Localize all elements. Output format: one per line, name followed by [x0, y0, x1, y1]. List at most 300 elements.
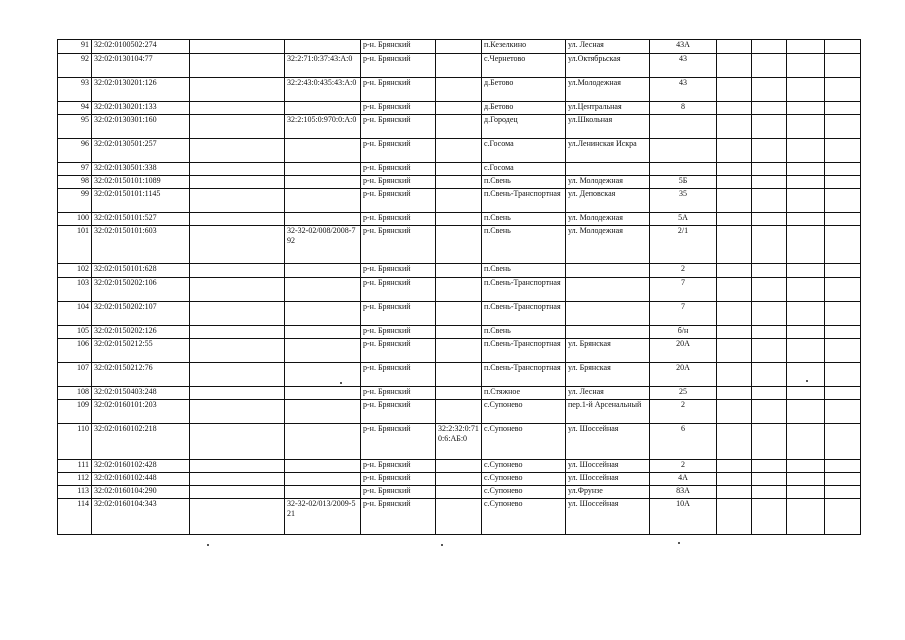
cell-c4 — [285, 139, 361, 163]
cell-house: 5Б — [650, 176, 717, 189]
cell-region: р-н. Брянский — [361, 102, 436, 115]
cell-street: ул. Молодежная — [566, 226, 650, 264]
cell-region: р-н. Брянский — [361, 302, 436, 326]
scan-speck — [678, 542, 680, 544]
cell-c3 — [190, 278, 285, 302]
cell-c6 — [436, 115, 482, 139]
cell-empty — [717, 326, 752, 339]
cell-street: ул. Брянская — [566, 339, 650, 363]
table-row — [58, 363, 861, 387]
scan-speck — [441, 544, 443, 546]
cell-region: р-н. Брянский — [361, 460, 436, 473]
cell-region: р-н. Брянский — [361, 424, 436, 460]
table-row — [58, 499, 861, 535]
cell-num: 101 — [58, 226, 92, 264]
cell-c4 — [285, 40, 361, 54]
cell-empty — [825, 54, 861, 78]
cell-c4 — [285, 213, 361, 226]
cell-region: р-н. Брянский — [361, 115, 436, 139]
cell-house: 2 — [650, 400, 717, 424]
cell-empty — [752, 326, 787, 339]
cell-empty — [717, 387, 752, 400]
cell-num: 105 — [58, 326, 92, 339]
cell-empty — [825, 213, 861, 226]
cell-empty — [787, 473, 825, 486]
cell-empty — [787, 326, 825, 339]
cell-house: 2 — [650, 460, 717, 473]
cell-region: р-н. Брянский — [361, 163, 436, 176]
cell-region: р-н. Брянский — [361, 499, 436, 535]
cell-empty — [787, 189, 825, 213]
cell-empty — [825, 78, 861, 102]
table-row — [58, 339, 861, 363]
cell-num: 93 — [58, 78, 92, 102]
cell-c6 — [436, 139, 482, 163]
cell-house: 20А — [650, 363, 717, 387]
table-row — [58, 54, 861, 78]
cell-region: р-н. Брянский — [361, 473, 436, 486]
cell-empty — [717, 163, 752, 176]
cell-c3 — [190, 473, 285, 486]
cell-num: 103 — [58, 278, 92, 302]
cell-empty — [825, 473, 861, 486]
cell-empty — [787, 486, 825, 499]
table-row — [58, 486, 861, 499]
cell-c6 — [436, 326, 482, 339]
cell-street: ул. Лесная — [566, 40, 650, 54]
cell-num: 100 — [58, 213, 92, 226]
scan-speck — [806, 380, 808, 382]
cell-settlement: п.Свень-Транспортная — [482, 363, 566, 387]
cell-street: ул. Деповская — [566, 189, 650, 213]
cell-settlement: п.Кезелкино — [482, 40, 566, 54]
cell-empty — [787, 176, 825, 189]
cell-c3 — [190, 363, 285, 387]
cell-c6 — [436, 102, 482, 115]
cell-empty — [717, 424, 752, 460]
cell-street: ул.Ленинская Искра — [566, 139, 650, 163]
cell-c3 — [190, 139, 285, 163]
cell-street: ул. Шоссейная — [566, 460, 650, 473]
cell-num: 95 — [58, 115, 92, 139]
cell-empty — [752, 424, 787, 460]
cell-empty — [825, 176, 861, 189]
cell-region: р-н. Брянский — [361, 78, 436, 102]
cell-empty — [717, 302, 752, 326]
cell-house — [650, 163, 717, 176]
cell-street: ул. Лесная — [566, 387, 650, 400]
cell-c3 — [190, 424, 285, 460]
cell-street: ул. Шоссейная — [566, 473, 650, 486]
cell-region: р-н. Брянский — [361, 54, 436, 78]
cell-c6 — [436, 54, 482, 78]
cell-c3 — [190, 102, 285, 115]
cell-c3 — [190, 302, 285, 326]
cell-settlement: п.Свень-Транспортная — [482, 339, 566, 363]
cell-empty — [752, 189, 787, 213]
cell-cad: 32:02:0130301:160 — [92, 115, 190, 139]
cell-empty — [787, 302, 825, 326]
cell-empty — [787, 115, 825, 139]
cell-empty — [717, 226, 752, 264]
cell-empty — [752, 460, 787, 473]
cell-cad: 32:02:0160102:448 — [92, 473, 190, 486]
cell-street: ул. Брянская — [566, 363, 650, 387]
cell-settlement: п.Стяжное — [482, 387, 566, 400]
cell-street — [566, 326, 650, 339]
cell-c6 — [436, 400, 482, 424]
table-body — [58, 40, 861, 535]
cell-house: 10А — [650, 499, 717, 535]
cell-empty — [787, 78, 825, 102]
cell-house: б/н — [650, 326, 717, 339]
cell-c4: 32:2:71:0:37:43:А:0 — [285, 54, 361, 78]
cell-c3 — [190, 189, 285, 213]
table-row — [58, 40, 861, 54]
cell-house: 43 — [650, 78, 717, 102]
cell-house: 25 — [650, 387, 717, 400]
cell-cad: 32:02:0150212:76 — [92, 363, 190, 387]
cell-empty — [717, 363, 752, 387]
cell-c4: 32-32-02/013/2009-521 — [285, 499, 361, 535]
cell-region: р-н. Брянский — [361, 363, 436, 387]
cell-house: 43А — [650, 40, 717, 54]
cell-empty — [787, 264, 825, 278]
cell-empty — [752, 278, 787, 302]
cell-c6: 32:2:32:0:710:6:АБ:0 — [436, 424, 482, 460]
table-row — [58, 264, 861, 278]
cell-cad: 32:02:0130501:257 — [92, 139, 190, 163]
cell-c4 — [285, 102, 361, 115]
cell-cad: 32:02:0150101:1089 — [92, 176, 190, 189]
table-row — [58, 326, 861, 339]
cell-house: 8 — [650, 102, 717, 115]
table-row — [58, 302, 861, 326]
table-row — [58, 102, 861, 115]
cell-num: 94 — [58, 102, 92, 115]
cell-c6 — [436, 278, 482, 302]
cell-region: р-н. Брянский — [361, 40, 436, 54]
cell-num: 108 — [58, 387, 92, 400]
cell-c6 — [436, 486, 482, 499]
cell-c3 — [190, 163, 285, 176]
cell-c4 — [285, 302, 361, 326]
cell-street: ул. Шоссейная — [566, 424, 650, 460]
cell-empty — [825, 40, 861, 54]
cell-empty — [825, 278, 861, 302]
cell-street: ул. Шоссейная — [566, 499, 650, 535]
cell-house — [650, 115, 717, 139]
cell-region: р-н. Брянский — [361, 264, 436, 278]
cell-c4: 32:2:43:0:435:43:А:0 — [285, 78, 361, 102]
cell-empty — [787, 213, 825, 226]
cell-c6 — [436, 387, 482, 400]
cell-settlement: с.Супонево — [482, 486, 566, 499]
table-row — [58, 387, 861, 400]
cell-empty — [825, 424, 861, 460]
cell-street — [566, 302, 650, 326]
cell-c3 — [190, 460, 285, 473]
cell-house: 20А — [650, 339, 717, 363]
cell-c6 — [436, 213, 482, 226]
cell-c6 — [436, 226, 482, 264]
cell-num: 114 — [58, 499, 92, 535]
cell-empty — [787, 363, 825, 387]
cell-cad: 32:02:0150101:628 — [92, 264, 190, 278]
cell-cad: 32:02:0150212:55 — [92, 339, 190, 363]
cell-house: 43 — [650, 54, 717, 78]
cell-region: р-н. Брянский — [361, 139, 436, 163]
cell-empty — [717, 400, 752, 424]
cell-settlement: п.Свень — [482, 176, 566, 189]
cell-empty — [825, 226, 861, 264]
cell-empty — [825, 102, 861, 115]
register-table — [57, 39, 861, 535]
cell-c4 — [285, 473, 361, 486]
cell-c4 — [285, 339, 361, 363]
cell-empty — [825, 486, 861, 499]
cell-c3 — [190, 213, 285, 226]
cell-cad: 32:02:0100502:274 — [92, 40, 190, 54]
cell-empty — [717, 40, 752, 54]
cell-cad: 32:02:0150101:1145 — [92, 189, 190, 213]
cell-cad: 32:02:0160102:428 — [92, 460, 190, 473]
table-row — [58, 400, 861, 424]
cell-empty — [825, 302, 861, 326]
cell-cad: 32:02:0150202:106 — [92, 278, 190, 302]
cell-c3 — [190, 400, 285, 424]
cell-street — [566, 163, 650, 176]
cell-settlement: с.Супонево — [482, 424, 566, 460]
cell-num: 113 — [58, 486, 92, 499]
cell-c3 — [190, 486, 285, 499]
cell-empty — [787, 226, 825, 264]
cell-cad: 32:02:0160104:343 — [92, 499, 190, 535]
cell-empty — [787, 460, 825, 473]
cell-c6 — [436, 189, 482, 213]
cell-settlement: п.Свень — [482, 264, 566, 278]
cell-region: р-н. Брянский — [361, 189, 436, 213]
cell-street: ул.Центральная — [566, 102, 650, 115]
cell-settlement: с.Супонево — [482, 499, 566, 535]
cell-num: 112 — [58, 473, 92, 486]
cell-empty — [787, 424, 825, 460]
cell-c4 — [285, 264, 361, 278]
cell-cad: 32:02:0150101:527 — [92, 213, 190, 226]
cell-region: р-н. Брянский — [361, 226, 436, 264]
cell-num: 107 — [58, 363, 92, 387]
cell-c4 — [285, 486, 361, 499]
table-row — [58, 460, 861, 473]
table-row — [58, 278, 861, 302]
cell-settlement: с.Супонево — [482, 460, 566, 473]
cell-house: 6 — [650, 424, 717, 460]
cell-empty — [787, 339, 825, 363]
cell-settlement: с.Госома — [482, 163, 566, 176]
cell-c3 — [190, 387, 285, 400]
cell-cad: 32:02:0150202:107 — [92, 302, 190, 326]
cell-c3 — [190, 226, 285, 264]
cell-cad: 32:02:0130201:126 — [92, 78, 190, 102]
cell-cad: 32:02:0150202:126 — [92, 326, 190, 339]
cell-cad: 32:02:0160101:203 — [92, 400, 190, 424]
table-row — [58, 189, 861, 213]
cell-c4: 32:2:105:0:970:0:А:0 — [285, 115, 361, 139]
cell-num: 109 — [58, 400, 92, 424]
cell-region: р-н. Брянский — [361, 400, 436, 424]
cell-c6 — [436, 78, 482, 102]
table-row — [58, 473, 861, 486]
cell-empty — [752, 115, 787, 139]
cell-c3 — [190, 499, 285, 535]
cell-settlement: с.Чернетово — [482, 54, 566, 78]
table-row — [58, 163, 861, 176]
cell-c3 — [190, 176, 285, 189]
cell-cad: 32:02:0130501:338 — [92, 163, 190, 176]
cell-empty — [787, 102, 825, 115]
cell-settlement: д.Бетово — [482, 102, 566, 115]
cell-empty — [825, 264, 861, 278]
cell-c6 — [436, 163, 482, 176]
cell-cad: 32:02:0160104:290 — [92, 486, 190, 499]
cell-num: 99 — [58, 189, 92, 213]
cell-empty — [717, 139, 752, 163]
cell-empty — [752, 387, 787, 400]
cell-c6 — [436, 40, 482, 54]
cell-region: р-н. Брянский — [361, 387, 436, 400]
cell-empty — [752, 102, 787, 115]
cell-empty — [787, 163, 825, 176]
cell-empty — [787, 40, 825, 54]
cell-settlement: п.Свень-Транспортная — [482, 278, 566, 302]
cell-empty — [825, 189, 861, 213]
cell-empty — [752, 339, 787, 363]
cell-house: 83А — [650, 486, 717, 499]
cell-empty — [825, 339, 861, 363]
table-row — [58, 78, 861, 102]
cell-empty — [717, 264, 752, 278]
cell-region: р-н. Брянский — [361, 326, 436, 339]
table-row — [58, 115, 861, 139]
cell-empty — [825, 326, 861, 339]
cell-c3 — [190, 40, 285, 54]
table-row — [58, 424, 861, 460]
cell-cad: 32:02:0130201:133 — [92, 102, 190, 115]
cell-empty — [717, 176, 752, 189]
cell-empty — [717, 102, 752, 115]
cell-empty — [752, 486, 787, 499]
table-row — [58, 176, 861, 189]
cell-c4 — [285, 326, 361, 339]
cell-num: 110 — [58, 424, 92, 460]
cell-empty — [752, 363, 787, 387]
cell-empty — [752, 400, 787, 424]
cell-empty — [825, 499, 861, 535]
cell-num: 96 — [58, 139, 92, 163]
cell-street: пер.1-й Арсенальный — [566, 400, 650, 424]
cell-empty — [825, 387, 861, 400]
cell-empty — [717, 499, 752, 535]
scan-speck — [340, 382, 342, 384]
cell-c4 — [285, 460, 361, 473]
cell-region: р-н. Брянский — [361, 486, 436, 499]
cell-empty — [717, 115, 752, 139]
cell-settlement: п.Свень — [482, 326, 566, 339]
cell-c3 — [190, 54, 285, 78]
cell-empty — [825, 163, 861, 176]
cell-street — [566, 278, 650, 302]
cell-house: 2/1 — [650, 226, 717, 264]
scan-speck — [207, 544, 209, 546]
cell-empty — [717, 460, 752, 473]
cell-c3 — [190, 339, 285, 363]
cell-c4 — [285, 424, 361, 460]
cell-street — [566, 264, 650, 278]
cell-house: 4А — [650, 473, 717, 486]
cell-street: ул. Молодежная — [566, 176, 650, 189]
cell-c6 — [436, 176, 482, 189]
cell-num: 92 — [58, 54, 92, 78]
cell-empty — [752, 213, 787, 226]
cell-settlement: д.Бетово — [482, 78, 566, 102]
cell-empty — [717, 189, 752, 213]
cell-settlement: с.Госома — [482, 139, 566, 163]
cell-c4 — [285, 278, 361, 302]
cell-empty — [825, 139, 861, 163]
cell-house: 7 — [650, 278, 717, 302]
cell-c6 — [436, 460, 482, 473]
cell-c4 — [285, 400, 361, 424]
cell-empty — [752, 226, 787, 264]
cell-empty — [752, 139, 787, 163]
table-row — [58, 226, 861, 264]
cell-empty — [752, 302, 787, 326]
cell-empty — [825, 460, 861, 473]
cell-region: р-н. Брянский — [361, 339, 436, 363]
cell-empty — [717, 473, 752, 486]
cell-c6 — [436, 363, 482, 387]
cell-empty — [787, 54, 825, 78]
cell-num: 106 — [58, 339, 92, 363]
cell-num: 97 — [58, 163, 92, 176]
cell-settlement: п.Свень-Транспортная — [482, 302, 566, 326]
cell-c6 — [436, 339, 482, 363]
cell-cad: 32:02:0130104:77 — [92, 54, 190, 78]
cell-empty — [787, 400, 825, 424]
cell-empty — [752, 54, 787, 78]
cell-empty — [717, 278, 752, 302]
cell-empty — [717, 339, 752, 363]
cell-empty — [825, 115, 861, 139]
cell-house: 2 — [650, 264, 717, 278]
cell-c6 — [436, 264, 482, 278]
cell-empty — [752, 40, 787, 54]
cell-region: р-н. Брянский — [361, 213, 436, 226]
cell-house: 7 — [650, 302, 717, 326]
cell-c6 — [436, 473, 482, 486]
cell-empty — [752, 499, 787, 535]
cell-num: 98 — [58, 176, 92, 189]
cell-empty — [752, 176, 787, 189]
cell-num: 91 — [58, 40, 92, 54]
cell-num: 111 — [58, 460, 92, 473]
cell-c4 — [285, 163, 361, 176]
cell-c3 — [190, 115, 285, 139]
cell-street: ул.Молодежная — [566, 78, 650, 102]
cell-c3 — [190, 326, 285, 339]
cell-c3 — [190, 264, 285, 278]
cell-settlement: с.Супонево — [482, 473, 566, 486]
